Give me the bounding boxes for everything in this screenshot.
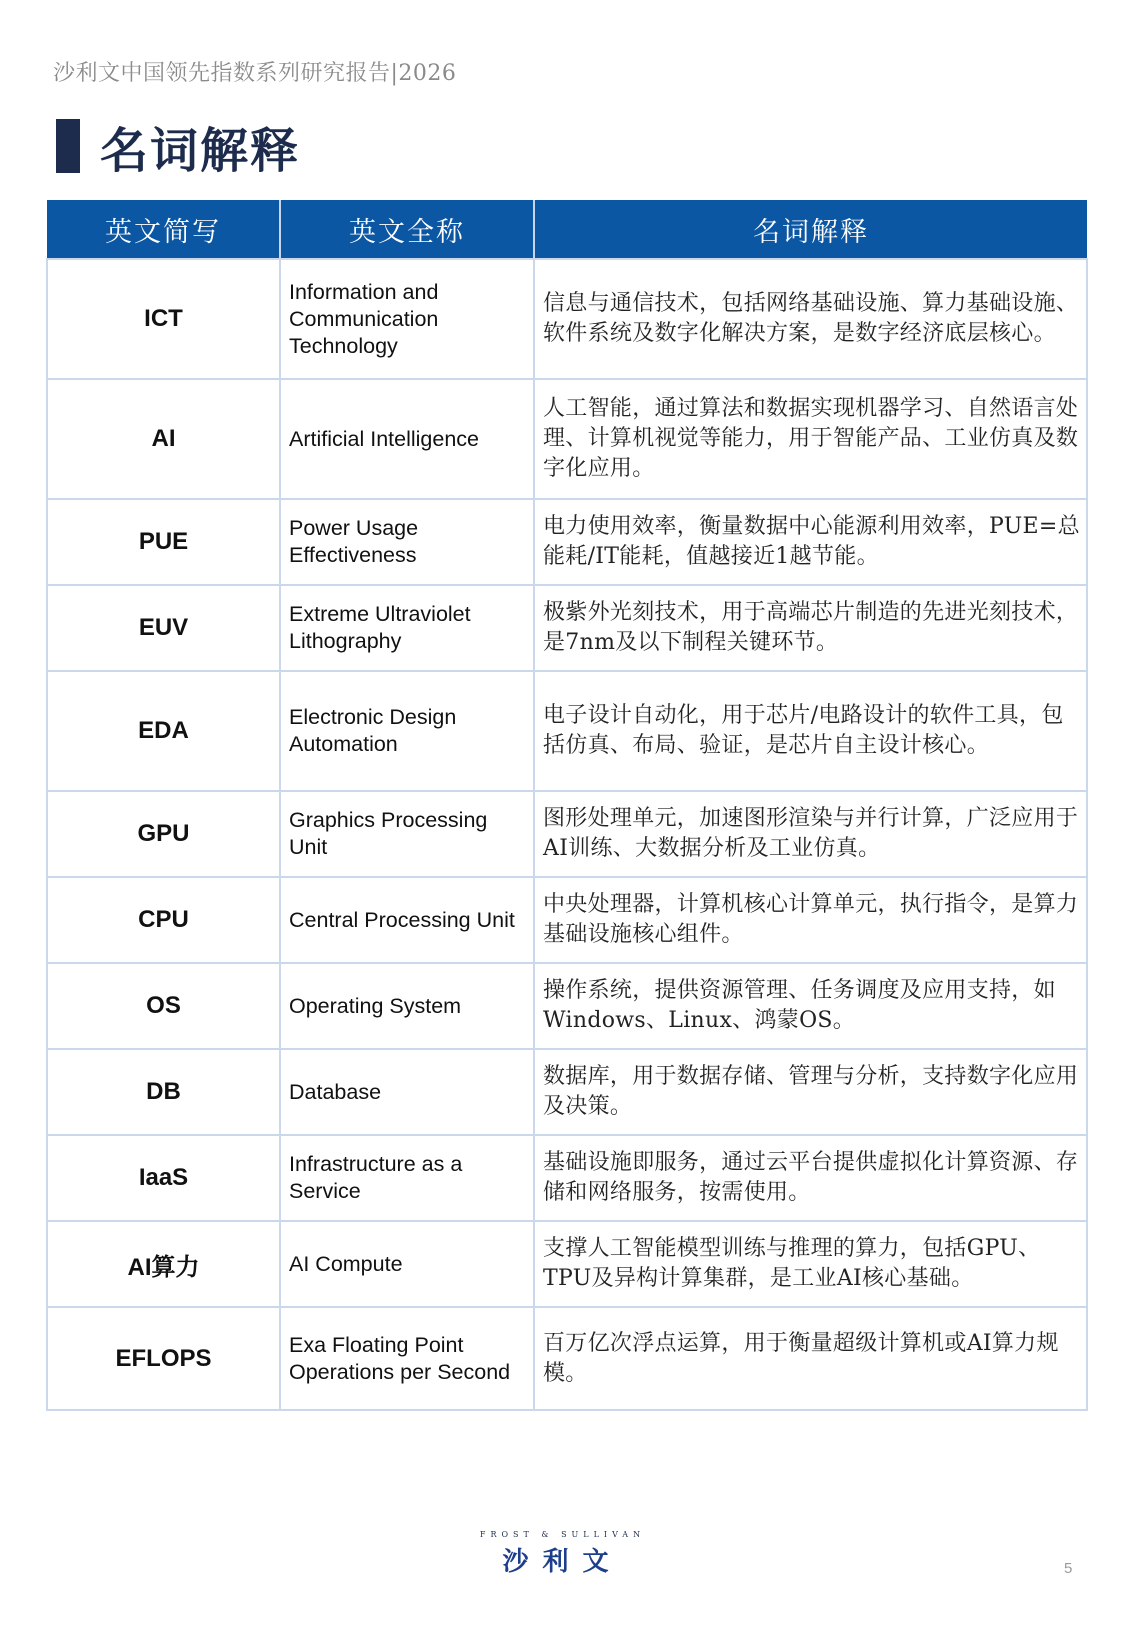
explanation-cell: 极紫外光刻技术，用于高端芯片制造的先进光刻技术，是7nm及以下制程关键环节。: [534, 585, 1087, 671]
full-name-cell: AI Compute: [280, 1221, 534, 1307]
explanation-cell: 百万亿次浮点运算，用于衡量超级计算机或AI算力规模。: [534, 1307, 1087, 1410]
glossary-table: [46, 200, 1088, 1411]
explanation-cell: 信息与通信技术，包括网络基础设施、算力基础设施、软件系统及数字化解决方案，是数字经济底层核心。: [534, 259, 1087, 379]
explanation-cell: 数据库，用于数据存储、管理与分析，支持数字化应用及决策。: [534, 1049, 1087, 1135]
table-row: [47, 1049, 1087, 1135]
column-header-explanation: 名词解释: [534, 200, 1087, 259]
explanation-cell: 电力使用效率，衡量数据中心能源利用效率，PUE=总能耗/IT能耗，值越接近1越节能。: [534, 499, 1087, 585]
table-row: [47, 259, 1087, 379]
explanation-cell: 支撑人工智能模型训练与推理的算力，包括GPU、TPU及异构计算集群，是工业AI核心基础。: [534, 1221, 1087, 1307]
explanation-cell: 基础设施即服务，通过云平台提供虚拟化计算资源、存储和网络服务，按需使用。: [534, 1135, 1087, 1221]
section-title-text: 名词解释: [100, 122, 301, 179]
abbr-cell: EFLOPS: [47, 1307, 280, 1410]
full-name-cell: Electronic Design Automation: [280, 671, 534, 791]
table-row: [47, 1307, 1087, 1410]
full-name-cell: Database: [280, 1049, 534, 1135]
full-name-cell: Exa Floating Point Operations per Second: [280, 1307, 534, 1410]
abbr-cell: IaaS: [47, 1135, 280, 1221]
table-row: [47, 791, 1087, 877]
abbr-cell: ICT: [47, 259, 280, 379]
abbr-cell: PUE: [47, 499, 280, 585]
table-row: [47, 877, 1087, 963]
explanation-cell: 操作系统，提供资源管理、任务调度及应用支持，如Windows、Linux、鸿蒙OS。: [534, 963, 1087, 1049]
frost-sullivan-logo: [0, 1530, 1125, 1578]
abbr-cell: AI算力: [47, 1221, 280, 1307]
full-name-cell: Artificial Intelligence: [280, 379, 534, 499]
logo-chinese-text: 沙利文: [502, 1547, 623, 1577]
abbr-cell: CPU: [47, 877, 280, 963]
full-name-cell: Central Processing Unit: [280, 877, 534, 963]
abbr-cell: EDA: [47, 671, 280, 791]
title-accent-bar: [56, 119, 80, 173]
page-number: 5: [1064, 1560, 1073, 1577]
running-header: 沙利文中国领先指数系列研究报告|2026: [53, 61, 457, 86]
column-header-full-name: 英文全称: [280, 200, 534, 259]
explanation-cell: 人工智能，通过算法和数据实现机器学习、自然语言处理、计算机视觉等能力，用于智能产品、工业仿真及数字化应用。: [534, 379, 1087, 499]
full-name-cell: Infrastructure as a Service: [280, 1135, 534, 1221]
table-row: [47, 379, 1087, 499]
table-header-row: [47, 200, 1087, 259]
table-row: [47, 1135, 1087, 1221]
abbr-cell: DB: [47, 1049, 280, 1135]
abbr-cell: OS: [47, 963, 280, 1049]
full-name-cell: Power Usage Effectiveness: [280, 499, 534, 585]
full-name-cell: Information and Communication Technology: [280, 259, 534, 379]
explanation-cell: 电子设计自动化，用于芯片/电路设计的软件工具，包括仿真、布局、验证，是芯片自主设计核心。: [534, 671, 1087, 791]
table-row: [47, 963, 1087, 1049]
explanation-cell: 中央处理器，计算机核心计算单元，执行指令，是算力基础设施核心组件。: [534, 877, 1087, 963]
logo-english-text: FROST & SULLIVAN: [479, 1530, 646, 1539]
full-name-cell: Graphics Processing Unit: [280, 791, 534, 877]
table-row: [47, 671, 1087, 791]
table-row: [47, 585, 1087, 671]
abbr-cell: GPU: [47, 791, 280, 877]
abbr-cell: AI: [47, 379, 280, 499]
abbr-cell: EUV: [47, 585, 280, 671]
full-name-cell: Extreme Ultraviolet Lithography: [280, 585, 534, 671]
table-row: [47, 499, 1087, 585]
section-title: [56, 118, 301, 179]
full-name-cell: Operating System: [280, 963, 534, 1049]
column-header-abbr: 英文简写: [47, 200, 280, 259]
table-row: [47, 1221, 1087, 1307]
explanation-cell: 图形处理单元，加速图形渲染与并行计算，广泛应用于AI训练、大数据分析及工业仿真。: [534, 791, 1087, 877]
